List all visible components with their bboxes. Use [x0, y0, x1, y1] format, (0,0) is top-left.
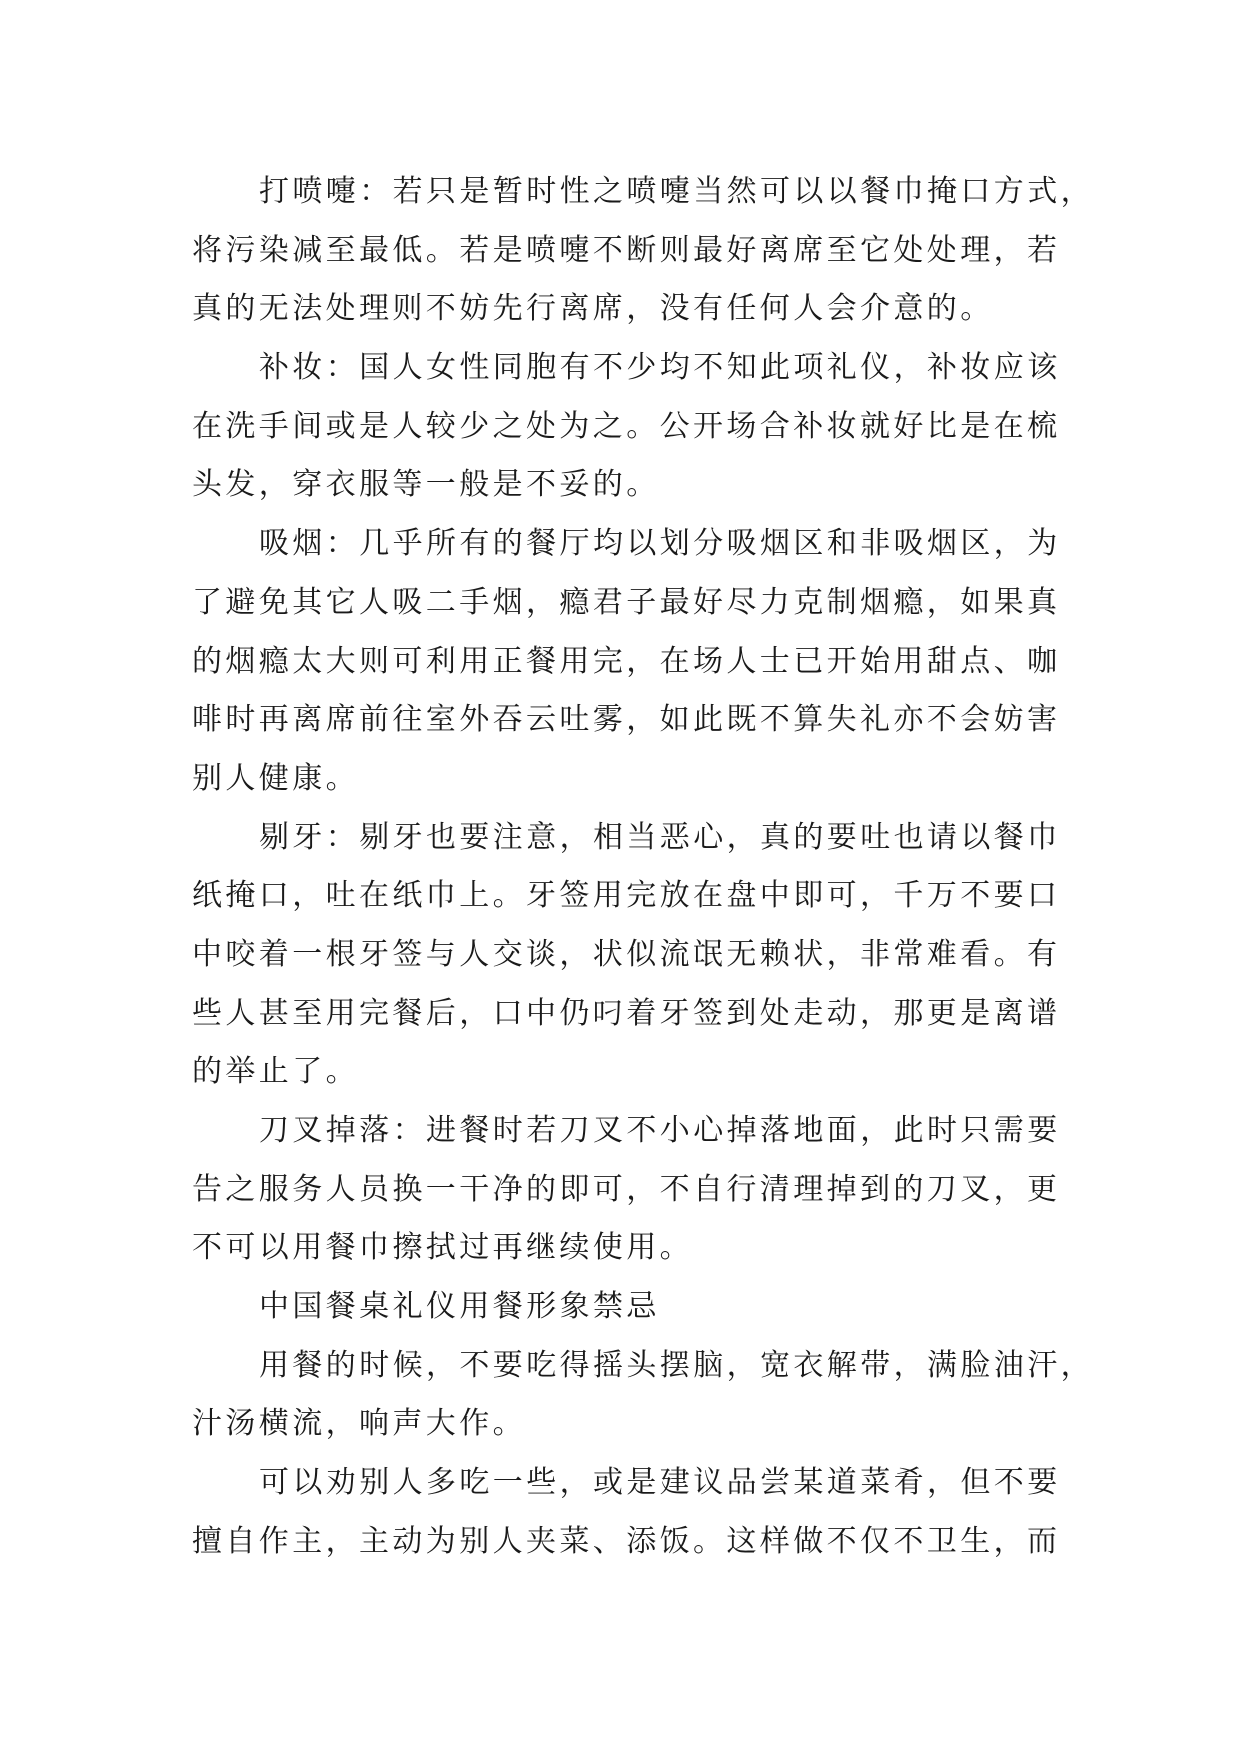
text-line: 中咬着一根牙签与人交谈，状似流氓无赖状，非常难看。有 [192, 936, 1061, 972]
section-heading [192, 1278, 1152, 1337]
text-line: 纸掩口，吐在纸巾上。牙签用完放在盘中即可，千万不要口 [192, 878, 1061, 914]
text-line: 打喷嚏：若只是暂时性之喷嚏当然可以以餐巾掩口方式， [259, 174, 1094, 209]
text-line: 汁汤横流，响声大作。 [192, 1406, 526, 1442]
text-line: 真的无法处理则不妨先行离席，没有任何人会介意的。 [192, 291, 994, 327]
text-line: 剔牙：剔牙也要注意，相当恶心，真的要吐也请以餐巾 [259, 819, 1061, 855]
document-body [192, 163, 1152, 1572]
text-line: 头发，穿衣服等一般是不妥的。 [192, 467, 660, 503]
text-line: 不可以用餐巾擦拭过再继续使用。 [192, 1230, 693, 1266]
text-line: 吸烟：几乎所有的餐厅均以划分吸烟区和非吸烟区，为 [259, 526, 1061, 562]
text-line: 用餐的时候，不要吃得摇头摆脑，宽衣解带，满脸油汗， [259, 1347, 1094, 1383]
text-line: 可以劝别人多吃一些，或是建议品尝某道菜肴，但不要 [259, 1465, 1061, 1501]
text-line: 在洗手间或是人较少之处为之。公开场合补妆就好比是在梳 [192, 408, 1061, 444]
text-line: 的烟瘾太大则可利用正餐用完，在场人士已开始用甜点、咖 [192, 643, 1061, 679]
text-line: 的举止了。 [192, 1054, 359, 1090]
text-line: 告之服务人员换一干净的即可，不自行清理掉到的刀叉，更 [192, 1171, 1061, 1207]
paragraph-sneezing [192, 163, 1152, 339]
text-line: 别人健康。 [192, 760, 359, 796]
text-line: 了避免其它人吸二手烟，瘾君子最好尽力克制烟瘾，如果真 [192, 584, 1061, 620]
paragraph-serving-others [192, 1454, 1152, 1571]
paragraph-dining-manner [192, 1337, 1152, 1454]
paragraph-dropped-cutlery [192, 1102, 1152, 1278]
text-line: 啡时再离席前往室外吞云吐雾，如此既不算失礼亦不会妨害 [192, 702, 1061, 738]
paragraph-makeup [192, 339, 1152, 515]
text-line: 些人甚至用完餐后，口中仍叼着牙签到处走动，那更是离谱 [192, 995, 1061, 1031]
paragraph-toothpick [192, 809, 1152, 1102]
text-line: 将污染减至最低。若是喷嚏不断则最好离席至它处处理，若 [192, 232, 1061, 268]
text-line: 刀叉掉落：进餐时若刀叉不小心掉落地面，此时只需要 [259, 1113, 1061, 1148]
text-line: 补妆：国人女性同胞有不少均不知此项礼仪，补妆应该 [259, 350, 1061, 386]
paragraph-smoking [192, 515, 1152, 808]
text-line: 擅自作主，主动为别人夹菜、添饭。这样做不仅不卫生，而 [192, 1523, 1061, 1559]
section-heading-text: 中国餐桌礼仪用餐形象禁忌 [259, 1289, 660, 1325]
